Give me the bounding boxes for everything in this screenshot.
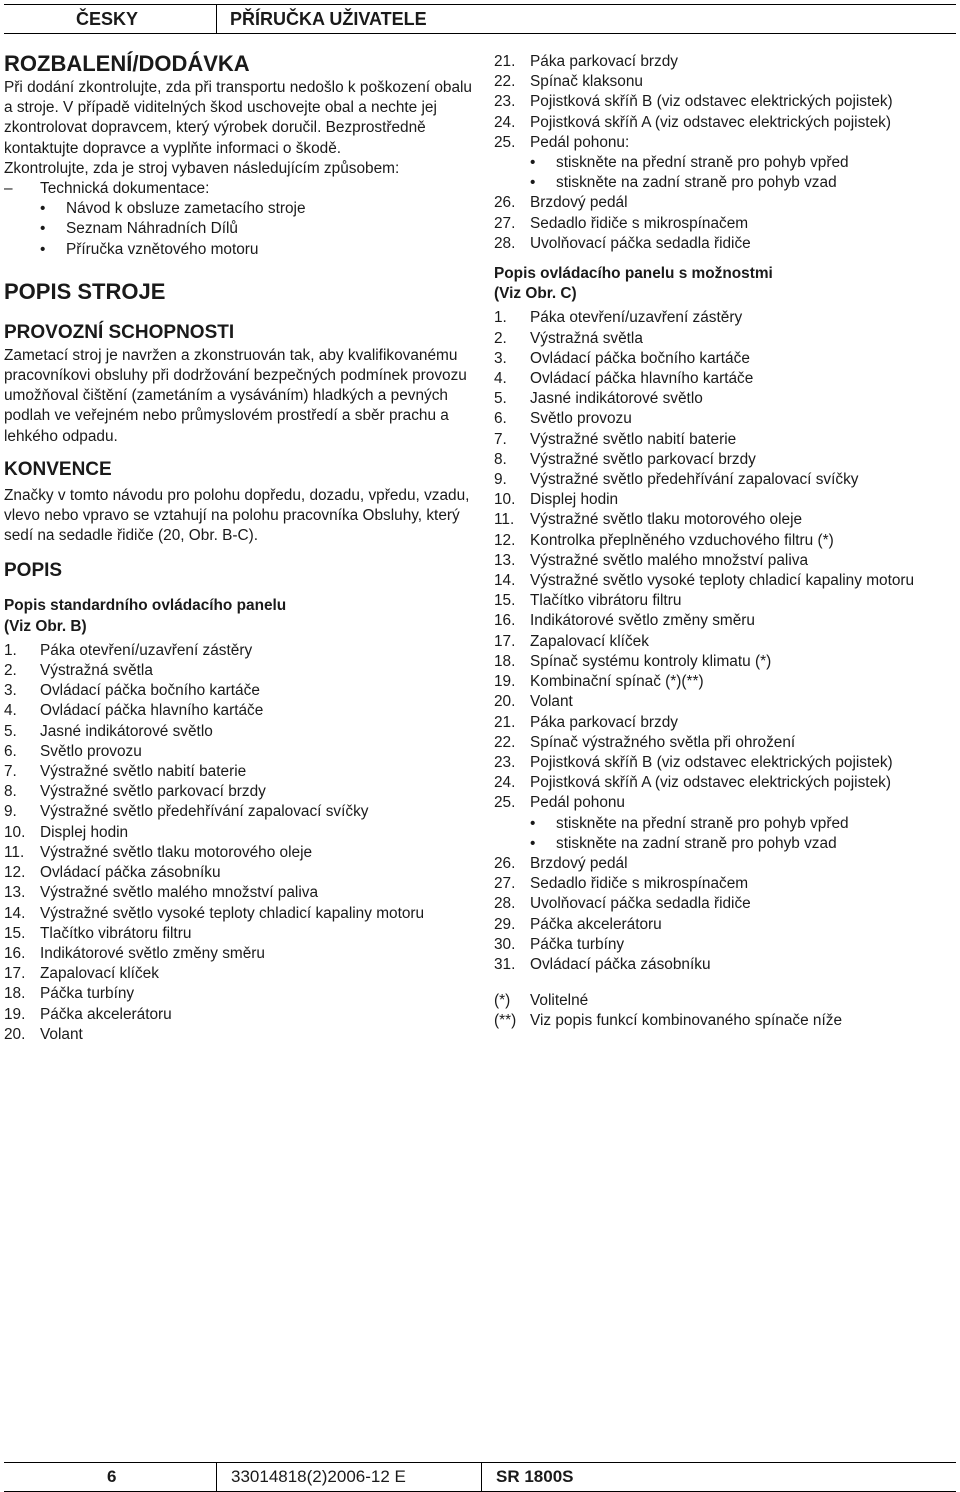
list-item-text: Zapalovací klíček	[40, 965, 159, 983]
list-item-number: 26.	[494, 854, 516, 872]
list-item-number: 4.	[4, 702, 17, 720]
list-item-number: 10.	[494, 491, 516, 509]
left-column	[4, 50, 474, 1045]
heading-unpacking: ROZBALENÍ/DODÁVKA	[4, 51, 250, 76]
list-item	[494, 632, 956, 652]
list-item	[494, 133, 956, 153]
list-item-text: Brzdový pedál	[530, 194, 628, 212]
list-item-text: Ovládací páčka hlavního kartáče	[40, 702, 264, 720]
list-item-text: Výstražná světla	[40, 662, 153, 680]
list-item-text: Indikátorové světlo změny směru	[40, 944, 265, 962]
standard-panel-list	[4, 641, 474, 1045]
heading-machine-description: POPIS STROJE	[4, 278, 166, 304]
footnote-item-text: Viz popis funkcí kombinovaného spínače níže	[530, 1012, 842, 1030]
list-item-text: Výstražné světlo vysoké teploty chladicí kapaliny motoru	[530, 572, 915, 590]
list-item	[494, 713, 956, 733]
heading-conventions: KONVENCE	[4, 458, 112, 480]
heading-description: POPIS	[4, 560, 63, 582]
list-item	[494, 510, 956, 530]
paragraph-operating: Zametací stroj je navržen a zkonstruován tak, aby kvalifikovanému pracovníkovi obsluhy při dodržování bezpečných podmínek provozu umožňoval čištění (zametáním a vysáváním) hladkých a pevných podlah ve veřejném nebo průmyslovém prostředí a sběr prachu a lehkého odpadu.	[4, 346, 467, 445]
list-item-text: Výstražné světlo předehřívání zapalovací svíčky	[530, 471, 859, 489]
list-item-text: Páčka turbíny	[530, 935, 625, 953]
list-item	[494, 389, 956, 409]
list-item-number: 19.	[494, 673, 516, 691]
list-item	[494, 773, 956, 793]
list-item-number: 18.	[494, 652, 516, 670]
list-item-text: Spínač klaksonu	[530, 73, 643, 91]
list-item-text: Výstražné světlo nabití baterie	[40, 763, 247, 781]
list-item-text: Tlačítko vibrátoru filtru	[530, 592, 682, 610]
list-item	[4, 883, 474, 903]
list-item-text: Výstražné světlo parkovací brzdy	[530, 450, 756, 468]
list-item-text: Uvolňovací páčka sedadla řidiče	[530, 234, 751, 252]
list-item	[494, 72, 956, 92]
list-item-text: Tlačítko vibrátoru filtru	[40, 924, 192, 942]
list-item-text: Sedadlo řidiče s mikrospínačem	[530, 875, 749, 893]
list-item-number: 11.	[4, 843, 25, 861]
list-item-number: 10.	[4, 823, 26, 841]
doc-list-item: – Technická dokumentace:	[4, 179, 474, 199]
list-item	[494, 571, 956, 591]
list-item-number: 28.	[494, 234, 516, 252]
list-item-number: 24.	[494, 774, 516, 792]
list-item	[494, 52, 956, 72]
list-item	[494, 591, 956, 611]
list-item-text: Výstražné světlo nabití baterie	[530, 430, 737, 448]
list-item	[494, 369, 956, 389]
list-item-number: 29.	[494, 915, 516, 933]
document-code: 33014818(2)2006-12 E	[217, 1463, 482, 1491]
list-item-text: Pojistková skříň B (viz odstavec elektrických pojistek)	[530, 93, 893, 111]
list-item-number: 6.	[494, 410, 507, 428]
list-item-text: Páka parkovací brzdy	[530, 713, 678, 731]
list-item-text: Pedál pohonu	[530, 794, 625, 812]
list-item	[494, 470, 956, 490]
list-item-number: 3.	[494, 349, 507, 367]
list-item	[4, 802, 474, 822]
page-header	[4, 4, 956, 34]
list-item-text: Páka otevření/uzavření zástěry	[40, 641, 253, 659]
header-title: PŘÍRUČKA UŽIVATELE	[230, 9, 427, 29]
list-item-number: 21.	[494, 53, 516, 70]
list-item-number: 27.	[494, 214, 516, 232]
list-item-number: 14.	[4, 904, 26, 922]
list-item-text: Ovládací páčka bočního kartáče	[40, 682, 260, 700]
list-item-text: Zapalovací klíček	[530, 632, 649, 650]
list-item-number: 15.	[494, 592, 516, 610]
list-item-number: 1.	[4, 641, 17, 659]
list-item-number: 23.	[494, 93, 516, 111]
list-item-text: Indikátorové světlo změny směru	[530, 612, 755, 630]
list-item-number: 2.	[494, 329, 507, 347]
heading-standard-panel-ref: (Viz Obr. B)	[4, 617, 87, 635]
machine-model: SR 1800S	[496, 1467, 574, 1486]
list-item	[4, 904, 474, 924]
list-item	[4, 964, 474, 984]
list-item	[4, 722, 474, 742]
paragraph-conventions: Značky v tomto návodu pro polohu dopředu, dozadu, vpředu, vzadu, vlevo nebo vpravo se vztahují na polohu pracovníka Obsluhy, který sedí na sedadle řidiče (20, Obr. B-C).	[4, 486, 470, 545]
list-item-number: 21.	[494, 713, 516, 731]
list-item	[494, 551, 956, 571]
header-language: ČESKY	[4, 5, 217, 33]
list-item-text: Displej hodin	[530, 491, 619, 509]
doc-bullet-item: • Seznam Náhradních Dílů	[4, 219, 474, 239]
list-item-number: 22.	[494, 73, 516, 91]
list-item	[494, 672, 956, 692]
list-item	[494, 652, 956, 672]
list-item	[494, 430, 956, 450]
list-item	[494, 193, 956, 213]
list-item	[4, 762, 474, 782]
list-item-number: 28.	[494, 895, 516, 913]
list-item-text: Pojistková skříň A (viz odstavec elektrických pojistek)	[530, 774, 891, 792]
list-item	[494, 955, 956, 975]
list-item-number: 22.	[494, 733, 516, 751]
list-item	[4, 701, 474, 721]
footnote-item	[494, 1011, 956, 1031]
footnote-item-number: (**)	[494, 1012, 517, 1030]
list-item-text: Světlo provozu	[40, 742, 142, 760]
list-item	[4, 1025, 474, 1045]
doc-bullet-item: • Příručka vznětového motoru	[4, 240, 474, 260]
list-item-number: 26.	[494, 194, 516, 212]
list-item-text: Ovládací páčka zásobníku	[530, 955, 711, 973]
doc-bullet-list	[4, 199, 474, 260]
list-item-text: Ovládací páčka bočního kartáče	[530, 349, 750, 367]
list-item	[494, 234, 956, 254]
footnote-item-number: (*)	[494, 992, 511, 1010]
list-item-text: Volant	[40, 1025, 83, 1043]
heading-options-panel-ref: (Viz Obr. C)	[494, 285, 577, 303]
list-item	[4, 782, 474, 802]
heading-options-panel: Popis ovládacího panelu s možnostmi	[494, 265, 773, 283]
list-item-text: Výstražné světlo vysoké teploty chladicí kapaliny motoru	[40, 904, 425, 922]
list-item	[494, 490, 956, 510]
pedal-bullet-item: • stiskněte na zadní straně pro pohyb vzad	[494, 173, 956, 193]
list-item-number: 9.	[494, 471, 507, 489]
list-item-text: Páčka turbíny	[40, 985, 135, 1003]
pedal-bullet-list-2	[494, 814, 956, 854]
list-item	[494, 793, 956, 813]
list-item	[494, 692, 956, 712]
list-item-number: 27.	[494, 875, 516, 893]
list-item	[4, 863, 474, 883]
list-item	[494, 733, 956, 753]
list-item	[4, 661, 474, 681]
list-item-text: Výstražné světlo malého množství paliva	[530, 551, 809, 569]
list-item-number: 3.	[4, 682, 17, 700]
standard-panel-list-continued-2	[494, 193, 956, 254]
list-item-text: Výstražné světlo malého množství paliva	[40, 884, 319, 902]
list-item	[494, 214, 956, 234]
list-item-number: 18.	[4, 985, 26, 1003]
list-item-number: 17.	[494, 632, 516, 650]
pedal-bullet-item: • stiskněte na přední straně pro pohyb vpřed	[494, 814, 956, 834]
heading-operating-capability: PROVOZNÍ SCHOPNOSTI	[4, 321, 235, 343]
page-footer	[4, 1462, 956, 1492]
list-item-text: Páka otevření/uzavření zástěry	[530, 309, 743, 327]
list-item-text: Sedadlo řidiče s mikrospínačem	[530, 214, 749, 232]
list-item-text: Výstražné světlo tlaku motorového oleje	[40, 843, 313, 861]
list-item-number: 13.	[4, 884, 26, 902]
list-item-number: 15.	[4, 924, 26, 942]
list-item-number: 20.	[494, 693, 516, 711]
list-item-text: Pojistková skříň A (viz odstavec elektrických pojistek)	[530, 113, 891, 131]
list-item-text: Jasné indikátorové světlo	[40, 722, 213, 740]
list-item-text: Displej hodin	[40, 823, 129, 841]
list-item-number: 5.	[4, 722, 17, 740]
list-item	[494, 874, 956, 894]
list-item	[4, 924, 474, 944]
list-item	[4, 742, 474, 762]
list-item	[494, 531, 956, 551]
list-item	[4, 681, 474, 701]
list-item-number: 14.	[494, 572, 516, 590]
list-item-number: 13.	[494, 551, 516, 569]
list-item	[494, 935, 956, 955]
list-item	[4, 823, 474, 843]
pedal-bullet-item: • stiskněte na zadní straně pro pohyb vzad	[494, 834, 956, 854]
list-item	[4, 641, 474, 661]
list-item-number: 4.	[494, 370, 507, 388]
list-item	[4, 984, 474, 1004]
footnote-item	[494, 991, 956, 1011]
list-item	[494, 894, 956, 914]
list-item	[4, 843, 474, 863]
list-item-text: Kombinační spínač (*)(**)	[530, 673, 704, 691]
page-number: 6	[4, 1463, 217, 1491]
list-item-number: 25.	[494, 133, 516, 151]
list-item-number: 9.	[4, 803, 17, 821]
list-item-text: Ovládací páčka zásobníku	[40, 864, 221, 882]
list-item-text: Světlo provozu	[530, 410, 632, 428]
footnote-item-text: Volitelné	[530, 992, 589, 1010]
list-item-text: Jasné indikátorové světlo	[530, 390, 703, 408]
list-item-text: Páčka akcelerátoru	[40, 1005, 172, 1023]
standard-panel-list-continued	[494, 52, 956, 153]
list-item	[494, 450, 956, 470]
list-item-text: Uvolňovací páčka sedadla řidiče	[530, 895, 751, 913]
list-item-text: Pedál pohonu:	[530, 133, 630, 151]
list-item	[4, 1005, 474, 1025]
list-item-text: Volant	[530, 693, 573, 711]
list-item-number: 16.	[4, 944, 26, 962]
list-item-text: Výstražné světlo tlaku motorového oleje	[530, 511, 803, 529]
list-item-text: Kontrolka přeplněného vzduchového filtru (*)	[530, 531, 834, 549]
paragraph-check: Zkontrolujte, zda je stroj vybaven následujícím způsobem:	[4, 159, 400, 177]
list-item-number: 8.	[4, 783, 17, 801]
paragraph-unpacking: Při dodání zkontrolujte, zda při transportu nedošlo k poškození obalu a stroje. V případě viditelných škod uschovejte obal a nechte jej zkontrolovat dopravcem, který výrobek doručil. Bezprostředně kontaktujte dopravce a vyplňte informaci o škodě.	[4, 79, 472, 157]
pedal-bullet-list	[494, 153, 956, 193]
list-item	[494, 113, 956, 133]
list-item	[494, 349, 956, 369]
list-item-number: 24.	[494, 113, 516, 131]
list-item-number: 12.	[4, 864, 26, 882]
list-item-text: Spínač systému kontroly klimatu (*)	[530, 652, 772, 670]
list-item	[494, 308, 956, 328]
list-item-text: Výstražné světlo parkovací brzdy	[40, 783, 266, 801]
list-item-number: 1.	[494, 309, 507, 327]
list-item-text: Páčka akcelerátoru	[530, 915, 662, 933]
list-item	[4, 944, 474, 964]
list-item-number: 8.	[494, 450, 507, 468]
list-item	[494, 854, 956, 874]
list-item-number: 16.	[494, 612, 516, 630]
footnotes	[494, 991, 956, 1031]
list-item-text: Ovládací páčka hlavního kartáče	[530, 370, 754, 388]
list-item-number: 5.	[494, 390, 507, 408]
list-item	[494, 92, 956, 112]
right-column	[494, 52, 956, 1032]
list-item-number: 19.	[4, 1005, 26, 1023]
list-item-number: 11.	[494, 511, 515, 529]
doc-bullet-item: • Návod k obsluze zametacího stroje	[4, 199, 474, 219]
options-panel-list-continued	[494, 854, 956, 975]
list-item-number: 7.	[494, 430, 507, 448]
list-item-number: 23.	[494, 753, 516, 771]
list-item-number: 12.	[494, 531, 516, 549]
list-item	[494, 753, 956, 773]
list-item-number: 6.	[4, 742, 17, 760]
list-item	[494, 409, 956, 429]
list-item	[494, 611, 956, 631]
list-item-number: 7.	[4, 763, 17, 781]
list-item-number: 30.	[494, 935, 516, 953]
pedal-bullet-item: • stiskněte na přední straně pro pohyb vpřed	[494, 153, 956, 173]
list-item	[494, 329, 956, 349]
list-item-number: 20.	[4, 1025, 26, 1043]
list-item	[494, 915, 956, 935]
list-item-text: Pojistková skříň B (viz odstavec elektrických pojistek)	[530, 753, 893, 771]
list-item-number: 31.	[494, 955, 516, 973]
list-item-number: 2.	[4, 662, 17, 680]
list-item-text: Výstražná světla	[530, 329, 643, 347]
list-item-text: Páka parkovací brzdy	[530, 53, 678, 70]
heading-standard-panel: Popis standardního ovládacího panelu	[4, 597, 287, 615]
options-panel-list	[494, 308, 956, 813]
list-item-number: 25.	[494, 794, 516, 812]
list-item-text: Brzdový pedál	[530, 854, 628, 872]
list-item-number: 17.	[4, 965, 26, 983]
list-item-text: Spínač výstražného světla při ohrožení	[530, 733, 796, 751]
list-item-text: Výstražné světlo předehřívání zapalovací svíčky	[40, 803, 369, 821]
